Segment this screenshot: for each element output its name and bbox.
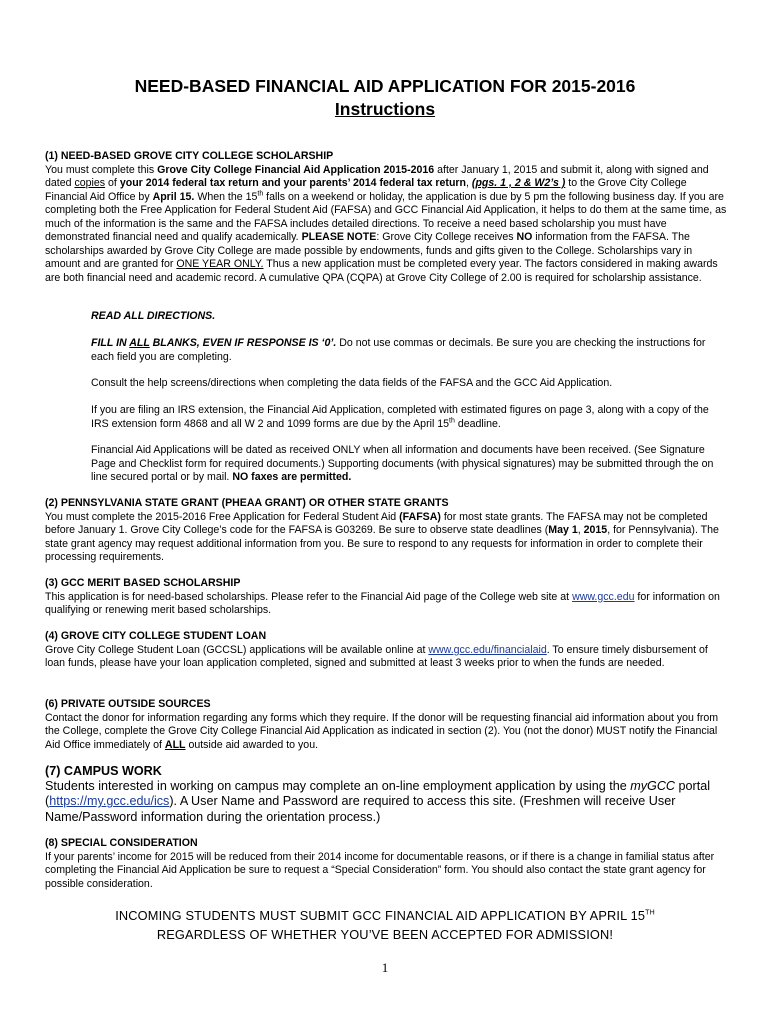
section-7 — [45, 764, 727, 825]
fill-in-all-blanks: FILL IN ALL BLANKS, EVEN IF RESPONSE IS ‘0’. Do not use commas or decimals. Be sure you are checking the instructions for each field you are completing. — [91, 337, 706, 363]
section-2 — [45, 497, 727, 565]
read-all-directions: READ ALL DIRECTIONS. — [91, 310, 216, 322]
section-2-heading: (2) PENNSYLVANIA STATE GRANT (PHEAA GRANT) OR OTHER STATE GRANTS — [45, 497, 449, 509]
section-7-heading: (7) CAMPUS WORK — [45, 764, 162, 778]
deadline-notice: INCOMING STUDENTS MUST SUBMIT GCC FINANCIAL AID APPLICATION BY APRIL 15TH REGARDLESS OF WHETHER YOU’VE BEEN ACCEPTED FOR ADMISSION! — [115, 908, 655, 942]
section-8-body: If your parents’ income for 2015 will be reduced from their 2014 income for documentable reasons, or if there is a change in familial status after completing the Financial Aid Application be sure to request a “Special Consideration” form. You should also contact the state grant agency for possible consideration. — [45, 850, 715, 890]
document-subtitle: Instructions — [334, 99, 436, 119]
section-4-body: Grove City College Student Loan (GCCSL) applications will be available online at www.gcc.edu/financialaid. To ensure timely disbursement of loan funds, please have your loan application completed, signed and submitted at least 3 weeks prior to when the funds are needed. — [45, 643, 708, 669]
section-7-body: Students interested in working on campus may complete an on-line employment application by using the myGCC portal (https://my.gcc.edu/ics). A User Name and Password are required to access this site. (Freshmen will receive User Name/Password information during the orientation process.) — [45, 779, 711, 824]
section-3-heading: (3) GCC MERIT BASED SCHOLARSHIP — [45, 577, 241, 589]
mygcc-portal-link[interactable]: https://my.gcc.edu/ics — [49, 794, 170, 809]
section-6-heading: (6) PRIVATE OUTSIDE SOURCES — [45, 698, 211, 710]
irs-extension-note: If you are filing an IRS extension, the Financial Aid Application, completed with estimated figures on page 3, along with a copy of the IRS extension form 4868 and all W 2 and 1099 forms are due by the April 15th deadline. — [91, 404, 709, 430]
section-8 — [45, 837, 727, 891]
section-1 — [45, 150, 727, 285]
page-number: 1 — [381, 960, 389, 975]
dated-received-note: Financial Aid Applications will be dated as received ONLY when all information and documents have been received. (See Signature Page and Checklist form for required documents.) Supporting documents (with physical signatures) may be submitted through the on line secured portal or by mail. NO faxes are permitted. — [91, 444, 714, 483]
section-8-heading: (8) SPECIAL CONSIDERATION — [45, 837, 198, 849]
section-6-body: Contact the donor for information regarding any forms which they require. If the donor will be requesting financial aid information about you from the College, complete the Grove City College Financial Aid Application as indicated in section (2). You (not the donor) MUST notify the Financial Aid Office immediately of ALL outside aid awarded to you. — [45, 711, 719, 751]
section-2-body: You must complete the 2015-2016 Free Application for Federal Student Aid (FAFSA) for most state grants. The FAFSA may not be completed before January 1. Grove City College’s code for the FAFSA is G03269. Be sure to observe state deadlines (May 1, 2015, for Pennsylvania). The state grant agency may request additional information from you. Be sure to respond to any requests for information in order to complete their processing requirements. — [45, 510, 719, 563]
gcc-website-link[interactable]: www.gcc.edu — [572, 590, 635, 603]
section-3 — [45, 577, 727, 618]
section-4 — [45, 630, 727, 671]
section-1-body: You must complete this Grove City College Financial Aid Application 2015-2016 after January 1, 2015 and submit it, along with signed and dated copies of your 2014 federal tax return and your parents’ 2014 federal tax return, (pgs. 1 , 2 & W2’s ) to the Grove City College Financial Aid Office by April 15. When the 15th falls on a weekend or holiday, the application is due by 5 pm the following business day. If you are completing both the Free Application for Federal Student Aid (FAFSA) and GCC Financial Aid Application, it helps to do them at the same time, as much of the information is the same and the FAFSA includes detailed directions. To receive a need based scholarship you must have demonstrated financial need and qualify academically. PLEASE NOTE: Grove City College receives NO information from the FAFSA. The scholarships awarded by Grove City College are made possible by endowments, funds and gifts given to the College. Scholarships vary in amount and are granted for ONE YEAR ONLY. Thus a new application must be completed every year. The factors considered in making awards are both financial need and academic record. A cumulative QPA (CQPA) at Grove City College of 2.00 is required for scholarship assistance. — [45, 163, 727, 284]
document-title: NEED-BASED FINANCIAL AID APPLICATION FOR 2015-2016 — [134, 76, 636, 96]
section-3-body: This application is for need-based scholarships. Please refer to the Financial Aid page of the College web site at www.gcc.edu for information on qualifying or renewing merit based scholarships. — [45, 590, 720, 616]
section-6 — [45, 698, 727, 752]
consult-help: Consult the help screens/directions when completing the data fields of the FAFSA and the GCC Aid Application. — [91, 377, 613, 389]
section-4-heading: (4) GROVE CITY COLLEGE STUDENT LOAN — [45, 630, 267, 642]
financial-aid-link[interactable]: www.gcc.edu/financialaid — [428, 643, 547, 656]
section-1-heading: (1) NEED-BASED GROVE CITY COLLEGE SCHOLARSHIP — [45, 150, 334, 162]
